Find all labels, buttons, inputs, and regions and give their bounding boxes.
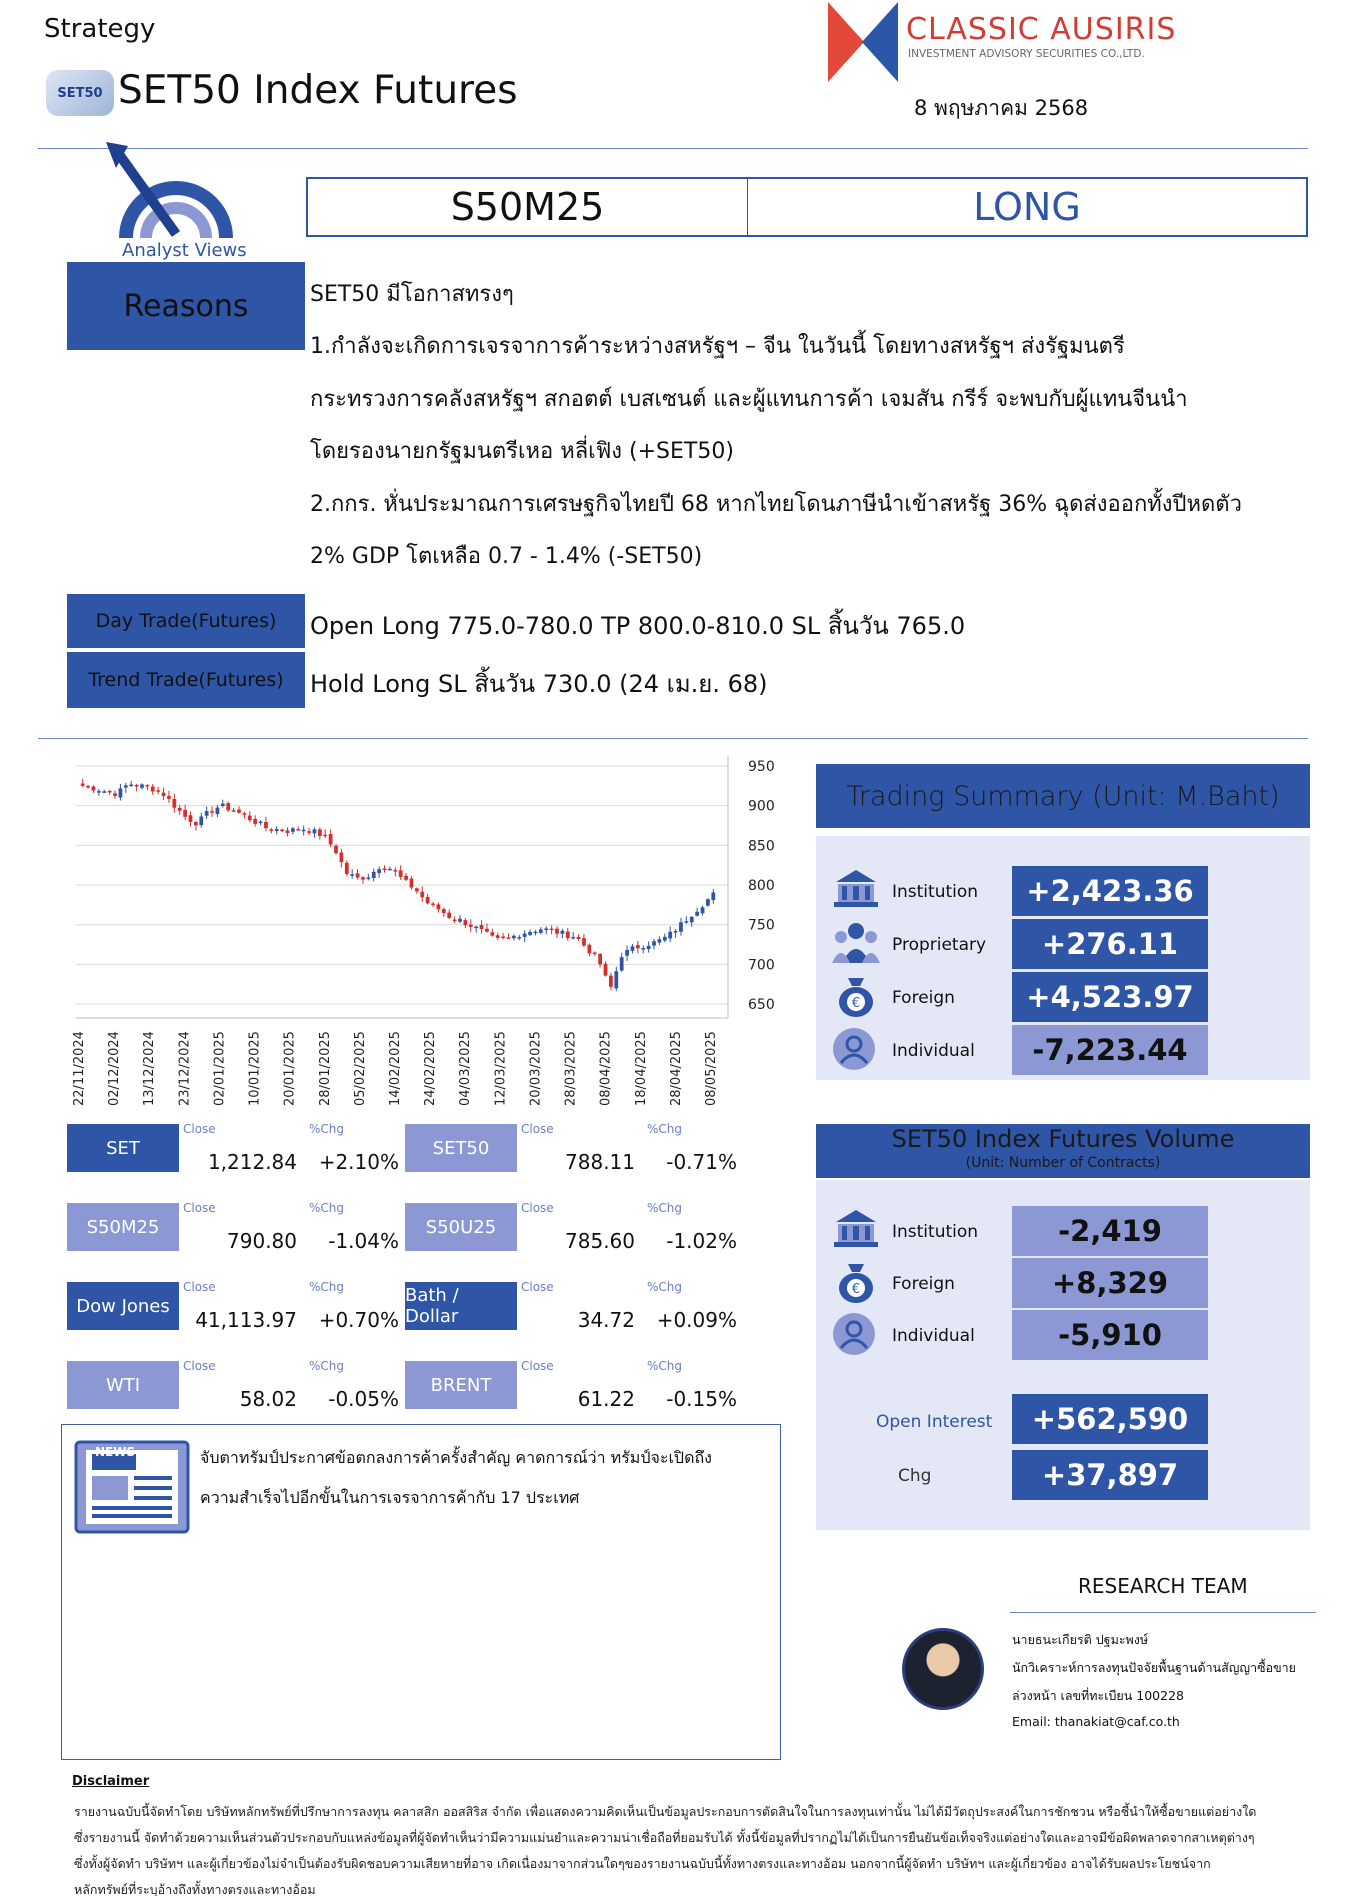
candle-body	[523, 934, 527, 937]
analyst-views-label: Analyst Views	[122, 240, 247, 261]
chg-value: -0.71%	[666, 1150, 737, 1174]
close-value: 788.11	[565, 1150, 635, 1174]
candle-body	[226, 803, 230, 810]
row-label: Individual	[892, 1041, 975, 1061]
candle-body	[329, 834, 333, 844]
row-value: +8,329	[1012, 1258, 1208, 1308]
candle-body	[485, 929, 489, 932]
chg-label: %Chg	[309, 1280, 345, 1294]
open-interest-label: Open Interest	[876, 1412, 993, 1432]
candle-body	[668, 932, 672, 939]
close-value: 34.72	[577, 1308, 635, 1332]
candle-body	[383, 869, 387, 871]
candle-body	[167, 796, 171, 799]
candle-body	[625, 950, 629, 956]
row-value: -2,419	[1012, 1206, 1208, 1256]
candle-body	[216, 808, 220, 814]
x-tick-label: 12/03/2025	[493, 1031, 509, 1106]
candle-body	[377, 869, 381, 873]
chg-value: -1.02%	[666, 1229, 737, 1253]
row-value: +2,423.36	[1012, 866, 1208, 916]
candle-body	[474, 927, 478, 929]
candle-body	[366, 878, 370, 880]
candle-body	[140, 784, 144, 787]
candle-body	[129, 785, 133, 787]
candle-body	[210, 811, 214, 813]
market-name: Bath / Dollar	[405, 1282, 517, 1330]
person-icon	[832, 1312, 876, 1360]
reason-line: โดยรองนายกรัฐมนตรีเหอ หลี่เฟิง (+SET50)	[310, 439, 734, 464]
market-name: Dow Jones	[67, 1282, 179, 1330]
x-tick-label: 08/05/2025	[704, 1031, 719, 1106]
analyst-role: นักวิเคราะห์การลงทุนปัจจัยพื้นฐานด้านสัญญาซื้อขาย	[1012, 1660, 1296, 1675]
x-tick-label: 28/01/2025	[317, 1031, 333, 1106]
company-name: CLASSIC AUSIRIS	[906, 12, 1177, 47]
reason-line: 1.กำลังจะเกิดการเจรจาการค้าระหว่างสหรัฐฯ – จีน ในวันนี้ โดยทางสหรัฐฯ ส่งรัฐมนตรี	[310, 334, 1125, 359]
reason-line: SET50 มีโอกาสทรงๆ	[310, 282, 514, 307]
candle-body	[151, 787, 155, 792]
row-label: Foreign	[892, 988, 955, 1008]
row-label: Institution	[892, 1222, 979, 1242]
close-label: Close	[183, 1280, 216, 1294]
close-label: Close	[521, 1280, 554, 1294]
target-dart-icon	[86, 142, 266, 250]
reason-line: 2% GDP โตเหลือ 0.7 - 1.4% (-SET50)	[310, 544, 703, 569]
category-label: Strategy	[44, 14, 156, 44]
y-tick-label: 750	[748, 917, 775, 934]
candle-body	[399, 870, 403, 877]
group-icon	[832, 921, 880, 969]
candle-body	[356, 873, 360, 877]
report-date: 8 พฤษภาคม 2568	[914, 96, 1089, 120]
candle-body	[102, 791, 106, 793]
candle-body	[550, 929, 554, 931]
candle-body	[415, 888, 419, 891]
candle-body	[189, 815, 193, 822]
trend-trade-label: Trend Trade(Futures)	[67, 652, 305, 708]
candle-body	[119, 788, 123, 797]
chg-value: -1.04%	[328, 1229, 399, 1253]
market-name: SET	[67, 1124, 179, 1172]
close-value: 41,113.97	[195, 1308, 297, 1332]
chg-label: %Chg	[647, 1359, 683, 1373]
candle-body	[248, 816, 252, 821]
candle-body	[302, 830, 306, 832]
close-label: Close	[183, 1122, 216, 1136]
candle-body	[652, 941, 656, 945]
candle-body	[92, 787, 96, 791]
bank-icon	[832, 1208, 880, 1252]
candle-body	[313, 829, 317, 833]
news-icon-label: NEWS	[95, 1445, 136, 1459]
candle-body	[684, 921, 688, 923]
candle-body	[81, 783, 85, 785]
candle-body	[507, 937, 511, 939]
candle-body	[361, 877, 365, 879]
candle-body	[253, 819, 257, 824]
position-box	[306, 177, 1308, 237]
x-tick-label: 13/12/2024	[142, 1031, 158, 1106]
candle-body	[307, 831, 311, 833]
chg-label: %Chg	[309, 1201, 345, 1215]
chg-label: %Chg	[647, 1280, 683, 1294]
y-tick-label: 950	[748, 758, 775, 775]
market-name: SET50	[405, 1124, 517, 1172]
analyst-avatar	[902, 1628, 984, 1710]
candle-body	[636, 945, 640, 948]
trend-trade-text: Hold Long SL สิ้นวัน 730.0 (24 เม.ย. 68)	[310, 670, 768, 698]
candle-body	[469, 925, 473, 927]
candle-body	[706, 899, 710, 906]
analyst-name: นายธนะเกียรติ ปฐมะพงษ์	[1012, 1632, 1149, 1647]
market-name: S50M25	[67, 1203, 179, 1251]
money-bag-icon	[832, 1260, 880, 1308]
candle-body	[259, 822, 263, 824]
reason-line: กระทรวงการคลังสหรัฐฯ สกอตต์ เบสเซนต์ และผู้แทนการค้า เจมสัน กรีร์ จะพบกับผู้แทนจีนนำ	[310, 387, 1188, 412]
candle-body	[135, 785, 139, 787]
candle-body	[172, 799, 176, 808]
svg-text:€: €	[851, 1282, 861, 1297]
candle-body	[388, 869, 392, 871]
disclaimer-title: Disclaimer	[72, 1774, 150, 1789]
news-text-line: ความสำเร็จไปอีกขั้นในการเจรจาการค้ากับ 17 ประเทศ	[200, 1488, 580, 1507]
candle-body	[490, 932, 494, 935]
candle-body	[555, 929, 559, 934]
candle-body	[243, 813, 247, 815]
chg-value: +37,897	[1012, 1450, 1208, 1500]
candle-body	[458, 919, 462, 922]
company-subtitle: INVESTMENT ADVISORY SECURITIES CO.,LTD.	[908, 48, 1145, 60]
chg-value: -0.15%	[666, 1387, 737, 1411]
x-tick-label: 04/03/2025	[458, 1031, 474, 1106]
contract-symbol: S50M25	[308, 179, 748, 235]
candle-body	[237, 810, 241, 813]
day-trade-label: Day Trade(Futures)	[67, 594, 305, 648]
bank-icon	[832, 868, 880, 912]
candle-body	[614, 971, 618, 988]
candle-body	[124, 785, 128, 787]
y-tick-label: 650	[748, 997, 775, 1014]
candle-body	[296, 829, 300, 831]
candle-body	[534, 932, 538, 934]
candle-body	[280, 830, 284, 832]
candle-body	[426, 897, 430, 903]
candle-body	[539, 929, 543, 932]
candle-body	[566, 932, 570, 939]
company-logo-icon	[828, 2, 898, 82]
set50-badge-icon	[46, 70, 114, 116]
candle-body	[641, 948, 645, 950]
row-value: -5,910	[1012, 1310, 1208, 1360]
x-tick-label: 05/02/2025	[352, 1031, 368, 1106]
candle-body	[587, 945, 591, 954]
chg-label: %Chg	[309, 1122, 345, 1136]
x-tick-label: 28/03/2025	[563, 1031, 579, 1106]
x-tick-label: 02/01/2025	[212, 1031, 228, 1106]
candle-body	[205, 811, 209, 816]
x-tick-label: 20/01/2025	[282, 1031, 298, 1106]
set50-badge-text: SET50	[57, 85, 103, 101]
candle-body	[695, 912, 699, 916]
candle-body	[593, 953, 597, 955]
candle-body	[674, 931, 678, 933]
candle-body	[318, 829, 322, 836]
person-icon	[832, 1027, 876, 1075]
candle-body	[431, 904, 435, 906]
candle-body	[232, 810, 236, 812]
candle-body	[496, 935, 500, 938]
chg-value: -0.05%	[328, 1387, 399, 1411]
analyst-license: ล่วงหน้า เลขที่ทะเบียน 100228	[1012, 1688, 1184, 1703]
futures-volume-title: SET50 Index Futures Volume	[891, 1125, 1235, 1153]
close-label: Close	[521, 1359, 554, 1373]
candle-body	[453, 920, 457, 922]
y-tick-label: 700	[748, 957, 775, 974]
analyst-email: Email: thanakiat@caf.co.th	[1012, 1714, 1180, 1729]
candle-body	[145, 785, 149, 787]
candle-body	[194, 822, 198, 825]
x-tick-label: 20/03/2025	[528, 1031, 544, 1106]
candle-body	[345, 863, 349, 874]
y-tick-label: 900	[748, 798, 775, 815]
chg-value: +2.10%	[318, 1150, 399, 1174]
candle-body	[711, 892, 715, 900]
candle-body	[264, 822, 268, 828]
candle-body	[598, 954, 602, 965]
futures-volume-subtitle: (Unit: Number of Contracts)	[965, 1155, 1161, 1171]
x-tick-label: 08/04/2025	[598, 1031, 614, 1106]
x-tick-label: 24/02/2025	[423, 1031, 439, 1106]
x-tick-label: 18/04/2025	[633, 1031, 649, 1106]
candle-body	[86, 786, 90, 788]
candle-body	[113, 793, 117, 796]
candle-body	[658, 939, 662, 942]
row-label: Institution	[892, 882, 979, 902]
reasons-label: Reasons	[67, 262, 305, 350]
candle-body	[108, 791, 112, 793]
candle-body	[404, 876, 408, 880]
close-value: 58.02	[239, 1387, 297, 1411]
row-value: +276.11	[1012, 919, 1208, 969]
x-tick-label: 10/01/2025	[247, 1031, 263, 1106]
candle-body	[512, 936, 516, 939]
candle-body	[199, 817, 203, 826]
close-label: Close	[183, 1359, 216, 1373]
disclaimer-line: ซึ่งรายงานนี้ จัดทำด้วยความเห็นส่วนตัวประกอบกับแหล่งข้อมูลที่ผู้จัดทำเห็นว่ามีความแม่นยำและความน่าเชื่อถือที่ยอมรับได้ ทั้งนี้ข้อมูลที่ปรากฏไม่ได้เป็นการยืนยันข้อเท็จจริงแต่อย่างใดและอาจมีข้อผิดพลาดจากสาเหตุต่างๆ	[74, 1830, 1255, 1845]
candle-body	[571, 937, 575, 939]
disclaimer-line: ซึ่งทั้งผู้จัดทำ บริษัทฯ และผู้เกี่ยวข้องไม่จำเป็นต้องรับผิดชอบความเสียหายที่อาจ เกิดเนื่องมาจากส่วนใดๆของรายงานฉบับนี้ทั้งทางตรงและทางอ้อม นอกจากนี้ผู้จัดทำ บริษัทฯ และผู้เกี่ยวข้อง อาจได้รับผลประโยชน์จาก	[74, 1856, 1211, 1871]
row-label: Foreign	[892, 1274, 955, 1294]
candle-body	[609, 976, 613, 987]
trading-summary-title: Trading Summary (Unit: M.Baht)	[816, 764, 1310, 828]
candle-body	[437, 904, 441, 909]
candle-body	[679, 922, 683, 932]
candle-body	[97, 791, 101, 793]
close-value: 790.80	[227, 1229, 297, 1253]
candle-body	[647, 946, 651, 949]
candle-body	[604, 964, 608, 976]
candle-body	[528, 932, 532, 935]
chg-label: Chg	[898, 1466, 932, 1486]
candle-body	[447, 913, 451, 918]
close-label: Close	[521, 1201, 554, 1215]
close-label: Close	[521, 1122, 554, 1136]
row-label: Individual	[892, 1326, 975, 1346]
candle-body	[221, 804, 225, 806]
candle-body	[701, 907, 705, 913]
x-tick-label: 02/12/2024	[107, 1031, 123, 1106]
candle-body	[442, 909, 446, 913]
candle-body	[620, 957, 624, 970]
candle-body	[350, 874, 354, 876]
day-trade-text: Open Long 775.0-780.0 TP 800.0-810.0 SL สิ้นวัน 765.0	[310, 612, 966, 640]
page-title: SET50 Index Futures	[118, 68, 518, 113]
candle-body	[286, 830, 290, 833]
set50-candlestick-chart	[60, 748, 780, 1118]
market-name: BRENT	[405, 1361, 517, 1409]
research-team-title: RESEARCH TEAM	[1078, 1574, 1248, 1598]
candle-body	[501, 937, 505, 939]
disclaimer-line: รายงานฉบับนี้จัดทำโดย บริษัทหลักทรัพย์ที่ปรึกษาการลงทุน คลาสสิก ออสสิริส จำกัด เพื่อแสดงความคิดเห็นเป็นข้อมูลประกอบการตัดสินใจในการลงทุนเท่านั้น ไม่ได้มีวัตถุประสงค์ในการชักชวน หรือชี้นำให้ซื้อขายแต่อย่างใด	[74, 1804, 1257, 1819]
x-tick-label: 28/04/2025	[668, 1031, 684, 1106]
news-text-line: จับตาทรัมป์ประกาศข้อตกลงการค้าครั้งสำคัญ คาดการณ์ว่า ทรัมป์จะเปิดถึง	[200, 1448, 712, 1467]
x-tick-label: 23/12/2024	[177, 1031, 193, 1106]
money-bag-icon	[832, 974, 880, 1022]
candle-body	[663, 937, 667, 941]
candle-body	[480, 925, 484, 929]
candle-body	[178, 808, 182, 811]
candle-body	[420, 892, 424, 897]
market-name: S50U25	[405, 1203, 517, 1251]
candle-body	[577, 937, 581, 939]
candle-body	[631, 946, 635, 950]
candle-body	[162, 793, 166, 796]
y-tick-label: 800	[748, 878, 775, 895]
chg-label: %Chg	[309, 1359, 345, 1373]
close-label: Close	[183, 1201, 216, 1215]
candle-body	[393, 870, 397, 872]
candle-body	[340, 853, 344, 863]
candle-body	[517, 937, 521, 939]
chg-value: +0.09%	[656, 1308, 737, 1332]
candle-body	[323, 835, 327, 837]
chg-label: %Chg	[647, 1201, 683, 1215]
reason-line: 2.กกร. หั่นประมาณการเศรษฐกิจไทยปี 68 หากไทยโดนภาษีนำเข้าสหรัฐ 36% ฉุดส่งออกทั้งปีหดตัว	[310, 492, 1242, 517]
chg-label: %Chg	[647, 1122, 683, 1136]
close-value: 1,212.84	[207, 1150, 297, 1174]
candle-body	[269, 829, 273, 831]
disclaimer-line: หลักทรัพย์ที่ระบุอ้างถึงทั้งทางตรงและทางอ้อม	[74, 1882, 316, 1896]
y-tick-label: 850	[748, 838, 775, 855]
svg-text:€: €	[851, 996, 861, 1011]
candle-body	[561, 931, 565, 934]
candle-body	[372, 872, 376, 878]
futures-volume-header	[816, 1124, 1310, 1178]
row-value: -7,223.44	[1012, 1025, 1208, 1075]
x-tick-label: 22/11/2024	[72, 1031, 87, 1106]
close-value: 61.22	[577, 1387, 635, 1411]
row-label: Proprietary	[892, 935, 987, 955]
candle-body	[690, 917, 694, 922]
close-value: 785.60	[565, 1229, 635, 1253]
open-interest-value: +562,590	[1012, 1394, 1208, 1444]
position-direction: LONG	[973, 185, 1081, 229]
candle-body	[334, 846, 338, 853]
row-value: +4,523.97	[1012, 972, 1208, 1022]
candle-body	[183, 810, 187, 817]
candle-body	[582, 938, 586, 945]
candle-body	[156, 790, 160, 792]
candle-body	[463, 920, 467, 925]
candle-body	[275, 829, 279, 831]
x-tick-label: 14/02/2025	[388, 1031, 403, 1106]
market-name: WTI	[67, 1361, 179, 1409]
candle-body	[291, 828, 295, 832]
chg-value: +0.70%	[318, 1308, 399, 1332]
candle-body	[544, 929, 548, 931]
candle-body	[410, 879, 414, 888]
